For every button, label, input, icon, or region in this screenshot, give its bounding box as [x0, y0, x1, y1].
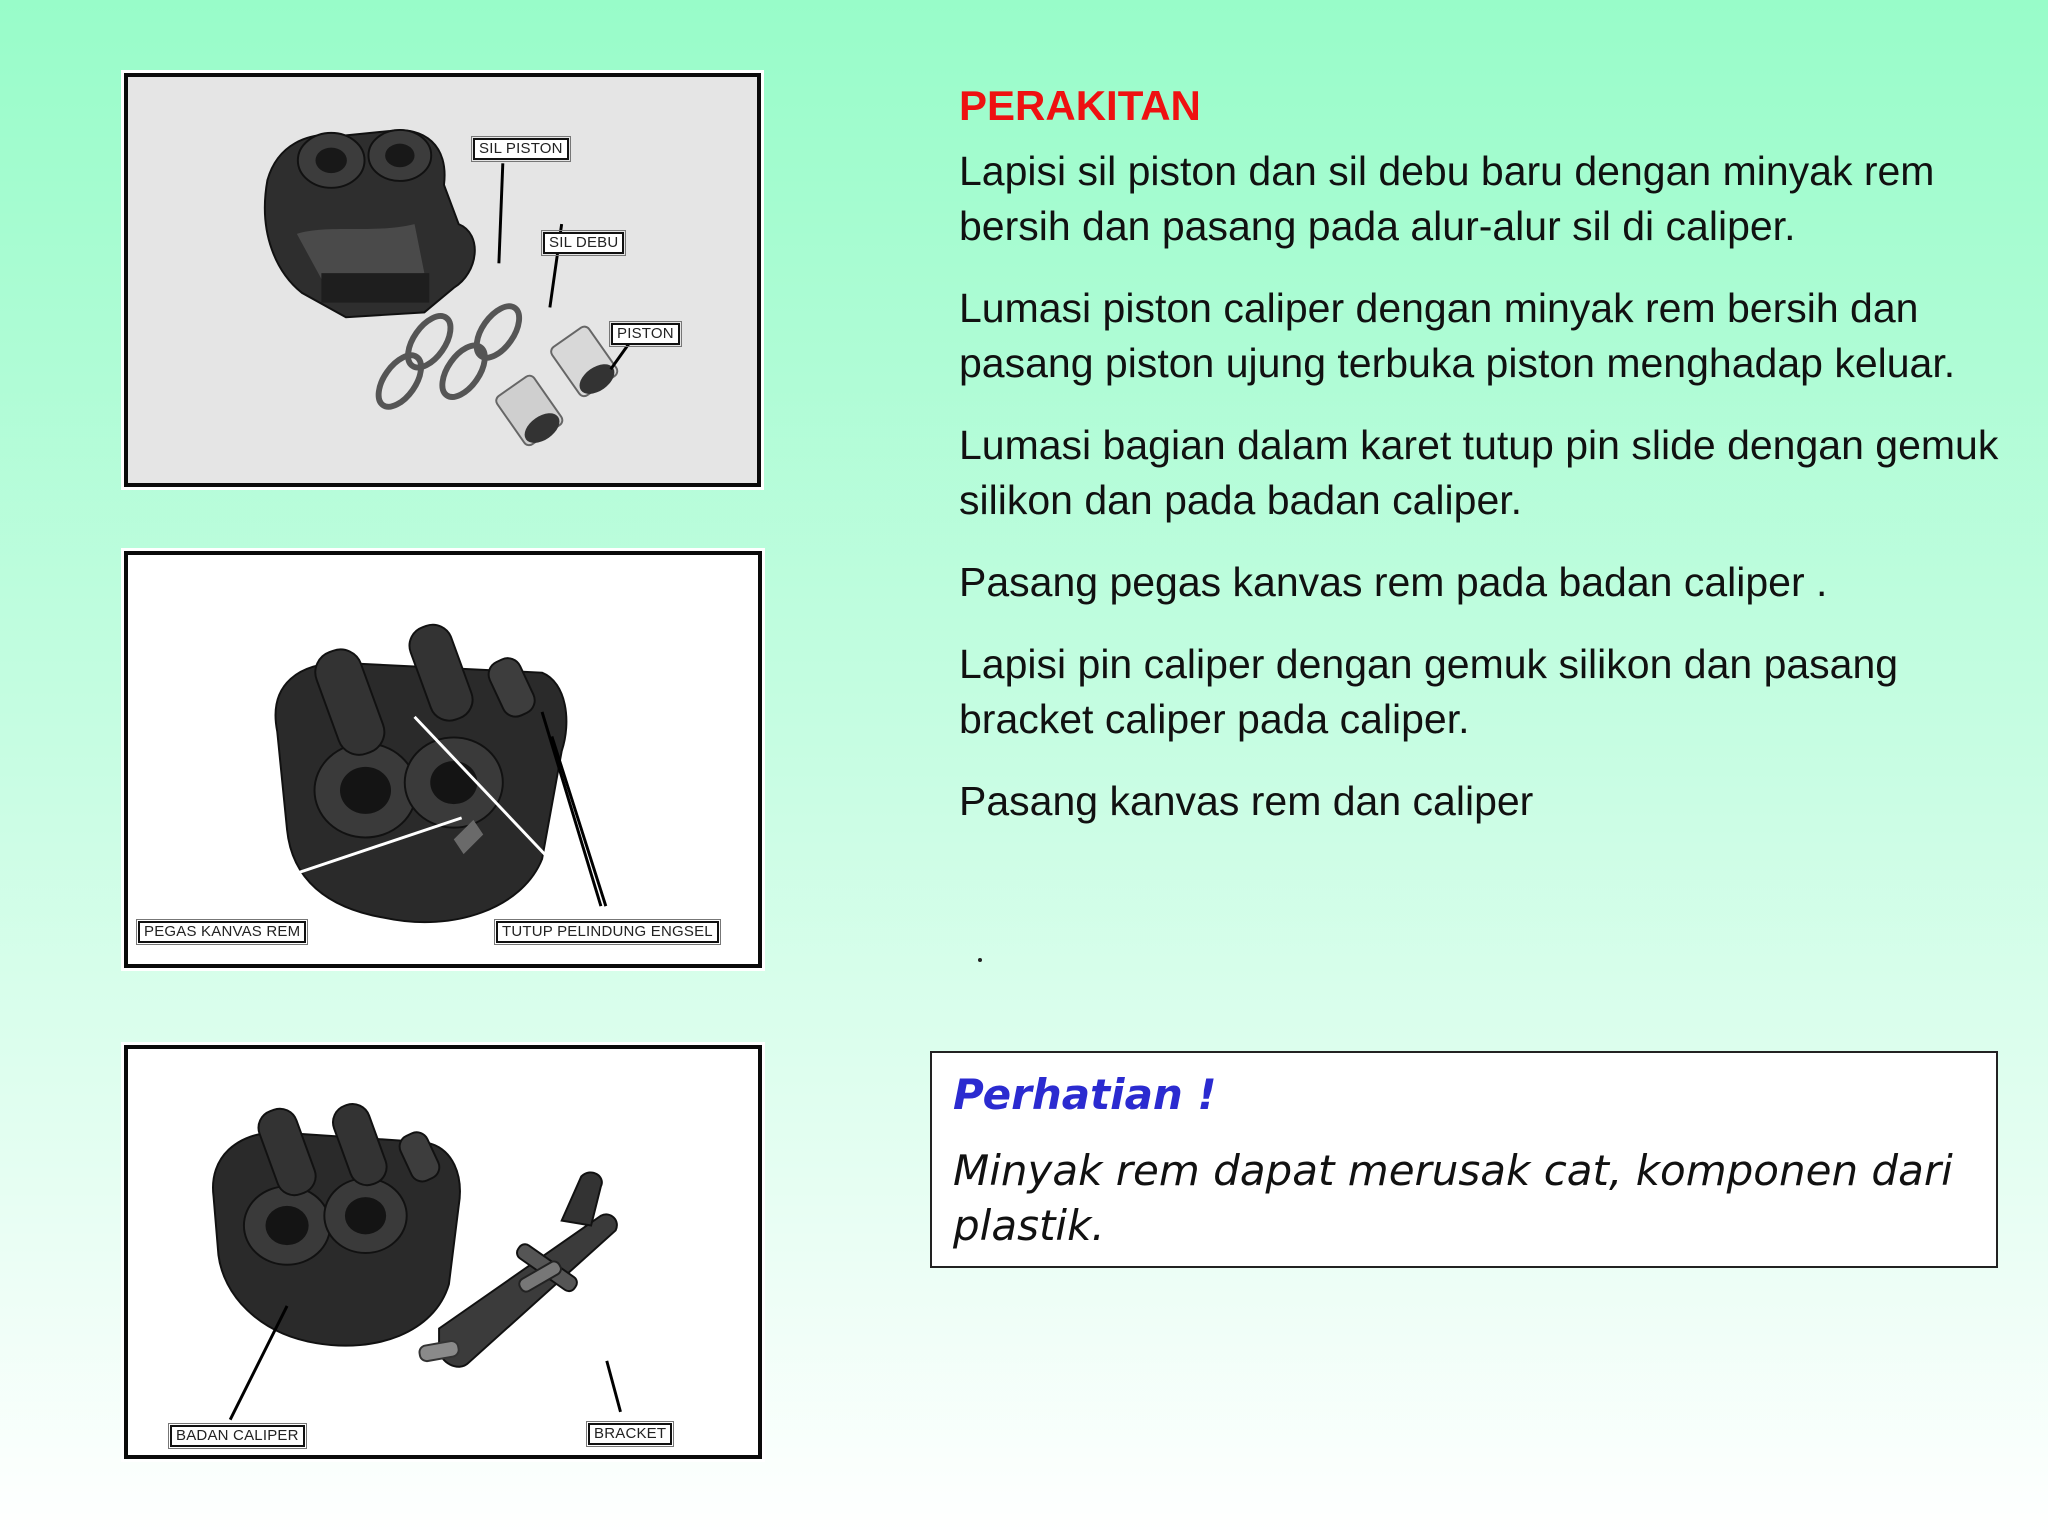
stray-dot — [978, 958, 982, 962]
callout-tutup-pelindung-engsel: TUTUP PELINDUNG ENGSEL — [496, 921, 719, 943]
caliper-body — [265, 130, 475, 317]
section-heading: PERAKITAN — [959, 82, 1201, 129]
callout-pegas-kanvas-rem: PEGAS KANVAS REM — [138, 921, 306, 943]
caliper-seal-illustration — [128, 77, 757, 483]
callout-bracket: BRACKET — [588, 1423, 672, 1445]
step-paragraph-4: Pasang pegas kanvas rem pada badan caliper . — [959, 559, 1828, 605]
caliper-body — [276, 619, 567, 922]
notice-box — [930, 1051, 1998, 1268]
callout-sil-piston: SIL PISTON — [473, 138, 569, 160]
instructions-panel — [959, 78, 1999, 829]
step-paragraph-3: Lumasi bagian dalam karet tutup pin slide dengan gemuk silikon dan pada badan caliper. — [959, 422, 1999, 523]
step-paragraph-5: Lapisi pin caliper dengan gemuk silikon dan pasang bracket caliper pada caliper. — [959, 641, 1899, 742]
step-paragraph-6: Pasang kanvas rem dan caliper — [959, 778, 1534, 824]
figure-body-bracket — [124, 1045, 762, 1459]
callout-piston: PISTON — [611, 323, 680, 345]
figure-spring-boot — [124, 551, 762, 968]
step-paragraph-2: Lumasi piston caliper dengan minyak rem bersih dan pasang piston ujung terbuka piston menghadap keluar. — [959, 285, 1956, 386]
callout-sil-debu: SIL DEBU — [543, 232, 624, 254]
notice-body: Minyak rem dapat merusak cat, komponen dari plastik. — [953, 1146, 1953, 1250]
notice-title: Perhatian ! — [953, 1070, 1217, 1119]
figure-seal-piston — [124, 73, 761, 487]
caliper-bracket-illustration — [128, 1049, 758, 1455]
caliper-boot-illustration — [128, 555, 758, 964]
caliper-body — [213, 1099, 460, 1346]
callout-badan-caliper: BADAN CALIPER — [170, 1425, 305, 1447]
step-paragraph-1: Lapisi sil piston dan sil debu baru dengan minyak rem bersih dan pasang pada alur-alur sil di caliper. — [959, 148, 1935, 249]
